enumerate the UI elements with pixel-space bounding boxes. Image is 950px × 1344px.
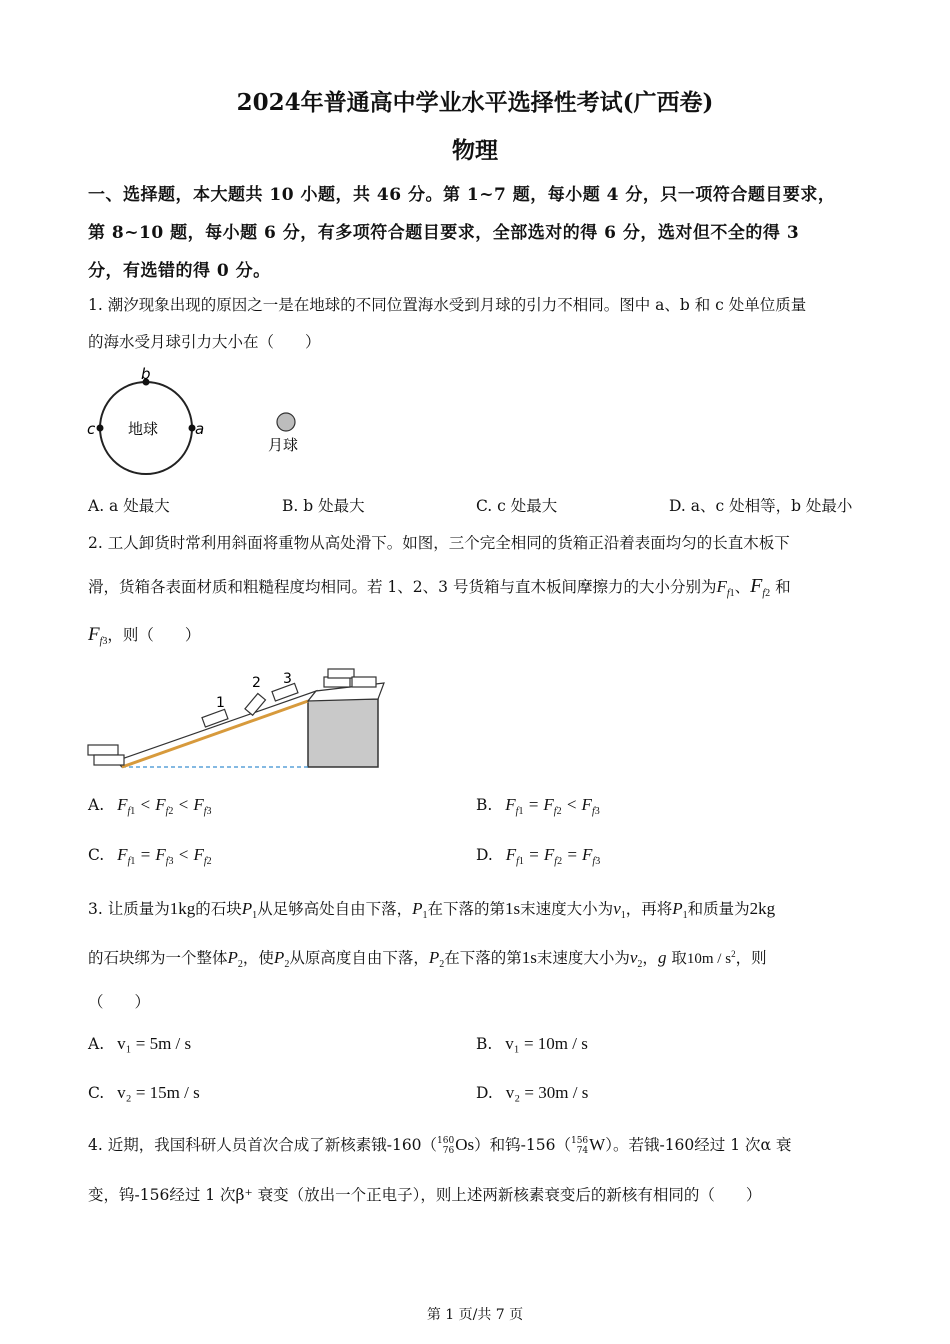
exam-title: 2024年普通高中学业水平选择性考试(广西卷)	[236, 89, 714, 116]
q2-option-b-label: B.	[476, 796, 493, 814]
q2-option-d[interactable]	[476, 845, 600, 867]
page-footer: 第 1 页/共 7 页	[426, 1307, 524, 1323]
q3-p1: $P_1$	[241, 899, 258, 921]
q3-text: ，则	[735, 949, 767, 967]
point-c-label: c	[87, 420, 96, 438]
q3-time: 1s	[521, 948, 537, 967]
q4-nuclide-w-numbers	[571, 1136, 588, 1156]
ground-box-1	[88, 745, 118, 755]
q2-option-c[interactable]	[88, 845, 212, 867]
q2-incline-figure	[86, 665, 391, 775]
q3-option-d-label: D.	[476, 1084, 493, 1102]
platform-block	[308, 699, 378, 767]
platform-box-3	[352, 677, 376, 687]
q4-w-symbol: W	[589, 1135, 606, 1154]
section-heading-line3: 分，有选错的得 0 分。	[88, 261, 271, 281]
q2-option-d-label: D.	[476, 846, 493, 864]
box-label-2: 2	[252, 675, 261, 691]
ground-box-2	[94, 755, 124, 765]
q4-os-symbol: Os	[455, 1135, 475, 1154]
point-a-label: a	[195, 420, 205, 438]
q3-text: 在下落的第	[427, 900, 506, 918]
q3-text: ，使	[242, 949, 274, 967]
q1-stem-line2: 的海水受月球引力大小在（ ）	[88, 333, 321, 351]
q3-p2: $P_2$	[227, 948, 243, 970]
q2-stem-line3-tail: ，则（ ）	[107, 626, 201, 644]
q2-force-f2: $F_{f2}$	[750, 575, 771, 599]
q3-text: 从原高度自由下落，	[289, 949, 429, 967]
q3-p2: $P_2$	[273, 948, 290, 970]
q2-force-f3: $F_{f3}$	[88, 624, 108, 647]
section-heading-line2: 第 8~10 题，每小题 6 分，有多项符合题目要求，全部选对的得 6 分，选对但不全的得 3	[88, 223, 800, 243]
q3-option-a-label: A.	[88, 1035, 105, 1053]
q3-text: 从足够高处自由下落，	[257, 900, 413, 918]
q3-p2: $P_2$	[428, 948, 445, 970]
q3-option-d-expr: v₂ = 30m / s	[505, 1083, 589, 1102]
q2-option-c-expr: $F_{f1} = F_{f3} < F_{f2}$	[117, 845, 212, 867]
q3-text: 和质量为	[687, 900, 750, 918]
q2-stem-line2	[88, 575, 791, 599]
q2-option-b-expr: $F_{f1} = F_{f2} < F_{f3}$	[505, 795, 600, 817]
q3-text: 的石块	[195, 900, 242, 918]
moon-circle	[277, 413, 295, 431]
q3-mass-1: 1kg	[169, 899, 196, 918]
q3-g-value: $10m / s^2$	[686, 949, 736, 967]
q3-p1: $P_1$	[672, 899, 688, 921]
q3-text: ，	[642, 949, 658, 967]
q1-stem-line1: 1. 潮汐现象出现的原因之一是在地球的不同位置海水受到月球的引力不相同。图中 a、b 和 c 处单位质量	[88, 296, 807, 314]
q2-and: 和	[775, 578, 791, 596]
q3-option-b[interactable]	[476, 1034, 588, 1054]
q1-earth-moon-figure	[80, 364, 320, 484]
q4-text: ）。若锇-160经过 1 次α 衰	[605, 1136, 792, 1154]
subject-title: 物理	[452, 137, 498, 164]
q2-stem-line2-text: 滑，货箱各表面材质和粗糙程度均相同。若 1、2、3 号货箱与直木板间摩擦力的大小分别为	[88, 578, 717, 596]
q3-text: 末速度大小为	[536, 949, 630, 967]
q2-option-a-label: A.	[88, 796, 105, 814]
q3-time: 1s	[505, 899, 521, 918]
q3-stem-line1	[88, 897, 775, 921]
q3-option-b-expr: v₁ = 10m / s	[505, 1034, 588, 1053]
box-label-1: 1	[216, 695, 225, 711]
q3-stem-line2	[88, 946, 767, 970]
q3-option-a-expr: v₁ = 5m / s	[117, 1034, 192, 1053]
q4-nuclide-os-numbers	[437, 1136, 454, 1156]
q3-option-a[interactable]	[88, 1034, 191, 1054]
q2-option-d-expr: $F_{f1} = F_{f2} = F_{f3}$	[505, 845, 601, 867]
q2-option-a-expr: $F_{f1} < F_{f2} < F_{f3}$	[117, 795, 212, 817]
q2-stem-line3	[88, 623, 200, 647]
q3-text: 末速度大小为	[520, 900, 614, 918]
q3-text: 在下落的第	[444, 949, 522, 967]
moon-label: 月球	[268, 436, 299, 454]
q4-text: ）和钨-156（	[474, 1136, 571, 1154]
q1-option-a[interactable]: A. a 处最大	[88, 497, 170, 515]
q3-option-c-expr: v₂ = 15m / s	[117, 1083, 200, 1102]
q3-stem-line3: （ ）	[88, 993, 151, 1011]
point-b-label: b	[141, 365, 151, 383]
q3-option-c-label: C.	[88, 1084, 105, 1102]
section-heading-line1: 一、选择题，本大题共 10 小题，共 46 分。第 1~7 题，每小题 4 分，只一项符合题目要求，	[88, 185, 836, 205]
q3-text: 的石块绑为一个整体	[88, 949, 228, 967]
q4-os-mass: 160	[437, 1136, 455, 1146]
q2-stem-line1: 2. 工人卸货时常利用斜面将重物从高处滑下。如图，三个完全相同的货箱正沿着表面均匀的长直木板下	[88, 534, 790, 552]
q3-text: 取	[666, 949, 687, 967]
q2-separator: 、	[734, 578, 751, 596]
q3-text: 3. 让质量为	[88, 900, 170, 918]
q4-os-z: 76	[442, 1146, 455, 1156]
q3-mass-2: 2kg	[749, 899, 776, 918]
q3-p1: $P_1$	[412, 899, 428, 921]
q1-option-c[interactable]: C. c 处最大	[476, 497, 558, 515]
q3-option-c[interactable]	[88, 1083, 200, 1103]
q4-w-mass: 156	[570, 1136, 589, 1146]
q3-option-b-label: B.	[476, 1035, 493, 1053]
q3-option-d[interactable]	[476, 1083, 588, 1103]
q3-v1: $v_1$	[613, 899, 626, 921]
q2-option-a[interactable]	[88, 795, 212, 817]
q4-stem-line2: 变，钨-156经过 1 次β⁺ 衰变（放出一个正电子），则上述两新核素衰变后的新核有相同的（ ）	[88, 1186, 762, 1204]
q2-force-f1: $F_{f1}$	[716, 577, 735, 599]
q3-g: g	[657, 948, 667, 967]
q1-option-b[interactable]: B. b 处最大	[282, 497, 365, 515]
q4-stem-line1	[88, 1133, 791, 1156]
q3-text: ，再将	[625, 900, 673, 918]
q4-w-z: 74	[576, 1146, 589, 1156]
box-label-3: 3	[283, 671, 292, 687]
earth-label: 地球	[128, 420, 159, 438]
q2-option-c-label: C.	[88, 846, 105, 864]
platform-box-2	[328, 669, 354, 678]
incline-surface	[122, 701, 308, 767]
q3-g-unit: 10m / s	[686, 951, 732, 967]
q4-text: 4. 近期，我国科研人员首次合成了新核素锇-160（	[88, 1136, 438, 1154]
q2-option-b[interactable]	[476, 795, 600, 817]
q1-option-d[interactable]: D. a、c 处相等，b 处最小	[669, 497, 853, 515]
q3-v2: $v_2$	[629, 948, 643, 970]
point-c-dot	[97, 425, 104, 432]
